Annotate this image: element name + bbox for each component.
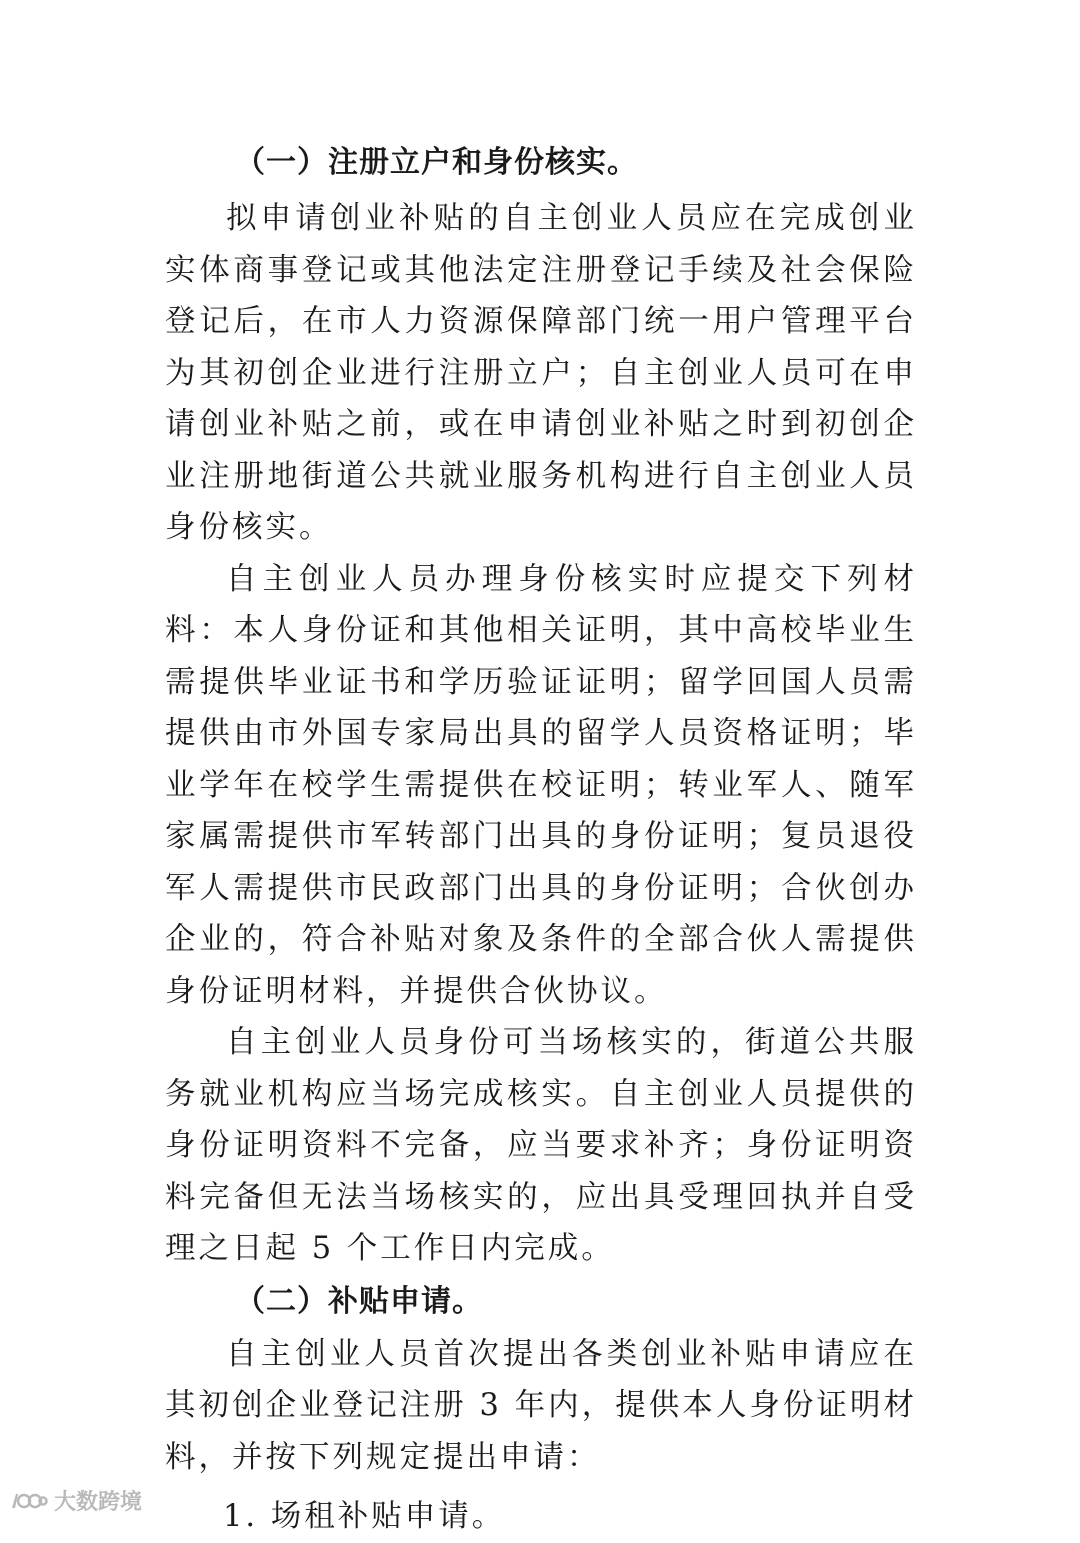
section-1-paragraph-3: 自主创业人员身份可当场核实的，街道公共服务就业机构应当场完成核实。自主创业人员提供的身份证明资料不完备，应当要求补齐；身份证明资料完备但无法当场核实的，应出具受理回执并自受理之日起 5 个工作日内完成。 xyxy=(165,1025,917,1266)
watermark xyxy=(8,1485,142,1516)
section-2-list-item-1: 1. 场租补贴申请。 xyxy=(223,1499,506,1534)
watermark-text: 大数跨境 xyxy=(54,1490,143,1515)
section-1-paragraph-1: 拟申请创业补贴的自主创业人员应在完成创业实体商事登记或其他法定注册登记手续及社会保险登记后，在市人力资源保障部门统一用户管理平台为其初创企业进行注册立户；自主创业人员可在申请创业补贴之前，或在申请创业补贴之时到初创企业注册地街道公共就业服务机构进行自主创业人员身份核实。 xyxy=(165,201,917,545)
section-2-paragraph-1: 自主创业人员首次提出各类创业补贴申请应在其初创企业登记注册 3 年内，提供本人身份证明材料，并按下列规定提出申请： xyxy=(165,1336,917,1475)
section-1-paragraph-2: 自主创业人员办理身份核实时应提交下列材料：本人身份证和其他相关证明，其中高校毕业生需提供毕业证书和学历验证证明；留学回国人员需提供由市外国专家局出具的留学人员资格证明；毕业学年在校学生需提供在校证明；转业军人、随军家属需提供市军转部门出具的身份证明；复员退役军人需提供市民政部门出具的身份证明；合伙创办企业的，符合补贴对象及条件的全部合伙人需提供身份证明材料，并提供合伙协议。 xyxy=(165,561,917,1009)
section-1-heading: （一）注册立户和身份核实。 xyxy=(235,145,638,180)
watermark-logo-icon xyxy=(8,1488,48,1514)
document-page xyxy=(165,138,917,1543)
section-2-heading: （二）补贴申请。 xyxy=(235,1283,483,1319)
